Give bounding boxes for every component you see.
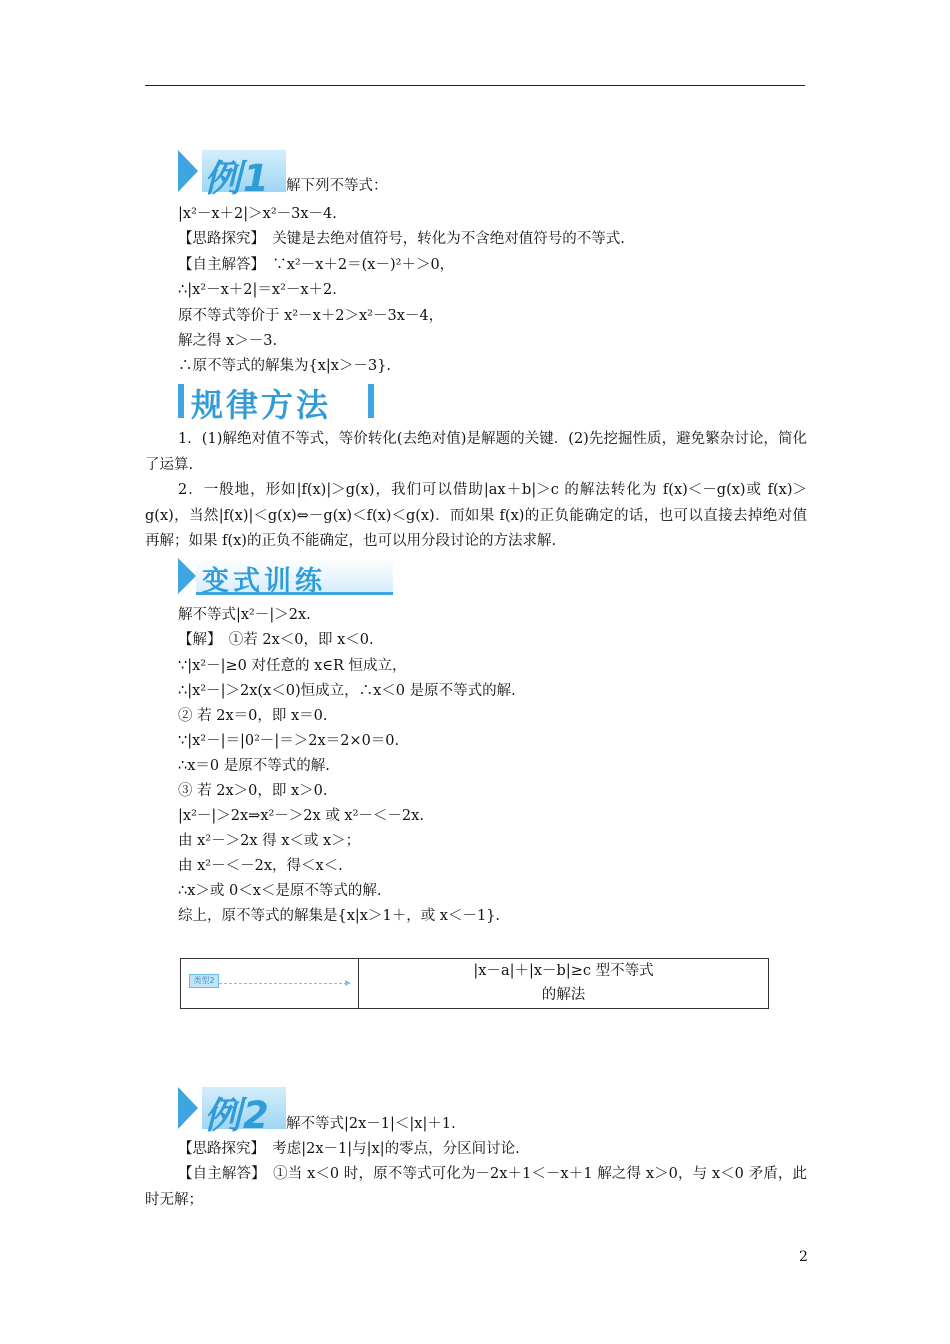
badge-arrow-icon: [178, 558, 196, 594]
example-2-line: 【思路探究】 考虑|2x－1|与|x|的零点，分区间讨论.: [178, 1141, 520, 1157]
rules-paragraph-1: 1．(1)解绝对值不等式，等价转化(去绝对值)是解题的关键．(2)先挖掘性质，避免繁杂讨论，简化了运算.: [145, 431, 807, 473]
variant-line: ∴|x²－|＞2x(x＜0)恒成立，∴x＜0 是原不等式的解.: [178, 683, 516, 699]
type-tag-cell: [181, 959, 359, 1008]
variant-line: 【解】 ①若 2x＜0，即 x＜0.: [178, 632, 374, 648]
type-heading-table: [180, 958, 769, 1009]
example-1-line: 【自主解答】 ∵x²－x＋2＝(x－)²＋＞0，: [178, 257, 455, 273]
badge-arrow-icon: [178, 150, 198, 192]
variant-line: 解不等式|x²－|＞2x.: [178, 607, 311, 623]
variant-label: 变式训练: [202, 566, 326, 597]
header-rule: [145, 85, 805, 86]
example-1-label: 例1: [204, 157, 271, 200]
type-title-cell: [359, 959, 768, 1008]
example-2-heading: 解不等式|2x－1|＜|x|＋1.: [286, 1116, 456, 1132]
type-title-line-1: |x－a|＋|x－b|≥c 型不等式: [473, 963, 654, 979]
variant-line: 由 x²－＞2x 得 x＜或 x＞；: [178, 833, 361, 849]
example-1-line: ∴原不等式的解集为{x|x＞－3}.: [178, 358, 392, 374]
variant-line: ③ 若 2x＞0，即 x＞0.: [178, 783, 328, 799]
example-1-line: |x²－x＋2|＞x²－3x－4.: [178, 206, 337, 222]
type-tag: 类型2: [189, 974, 219, 988]
example-1-heading: 解下列不等式：: [286, 178, 388, 194]
variant-line: ∵|x²－|＝|0²－|＝＞2x＝2×0＝0.: [178, 733, 400, 749]
example-2-label: 例2: [204, 1094, 271, 1137]
variant-line: 由 x²－＜－2x，得＜x＜.: [178, 858, 343, 874]
badge-arrow-icon: [178, 1087, 198, 1129]
variant-line: ∵|x²－|≥0 对任意的 x∈R 恒成立，: [178, 658, 407, 674]
example-1-line: 【思路探究】 关键是去绝对值符号，转化为不含绝对值符号的不等式.: [178, 231, 625, 247]
variant-line: 综上，原不等式的解集是{x|x＞1＋，或 x＜－1}.: [178, 908, 501, 924]
dashed-arrow-icon: [219, 983, 347, 984]
example-1-line: 解之得 x＞－3.: [178, 333, 278, 349]
rules-paragraph-2: 2．一般地，形如|f(x)|＞g(x)，我们可以借助|ax＋b|＞c 的解法转化为 f(x)＜－g(x)或 f(x)＞g(x)，当然|f(x)|＜g(x)⇔－g(x)＜f(x)＜g(x)．而如果 f(x)的正负能确定的话，也可以直接去掉绝对值再解；如果 f(x)的正负不能确定，也可以用分段讨论的方法求解.: [145, 482, 807, 549]
variant-line: ∴x＞或 0＜x＜是原不等式的解.: [178, 883, 382, 899]
variant-badge: [178, 558, 393, 596]
variant-line: ∴x＝0 是原不等式的解.: [178, 758, 330, 774]
variant-line: |x²－|＞2x⇒x²－＞2x 或 x²－＜－2x.: [178, 808, 424, 824]
rules-label: 规律方法: [191, 386, 332, 424]
variant-line: ② 若 2x＝0，即 x＝0.: [178, 708, 328, 724]
example-1-line: ∴|x²－x＋2|＝x²－x＋2.: [178, 282, 337, 298]
example-1-line: 原不等式等价于 x²－x＋2＞x²－3x－4，: [178, 308, 444, 324]
example-1-badge: [178, 150, 286, 200]
type-title-line-2: 的解法: [541, 987, 586, 1003]
page-number: 2: [799, 1249, 808, 1265]
example-2-paragraph: 【自主解答】 ①当 x＜0 时，原不等式可化为－2x＋1＜－x＋1 解之得 x＞0，与 x＜0 矛盾，此时无解；: [145, 1166, 807, 1208]
example-2-badge: [178, 1087, 286, 1137]
rules-badge: [178, 380, 378, 422]
